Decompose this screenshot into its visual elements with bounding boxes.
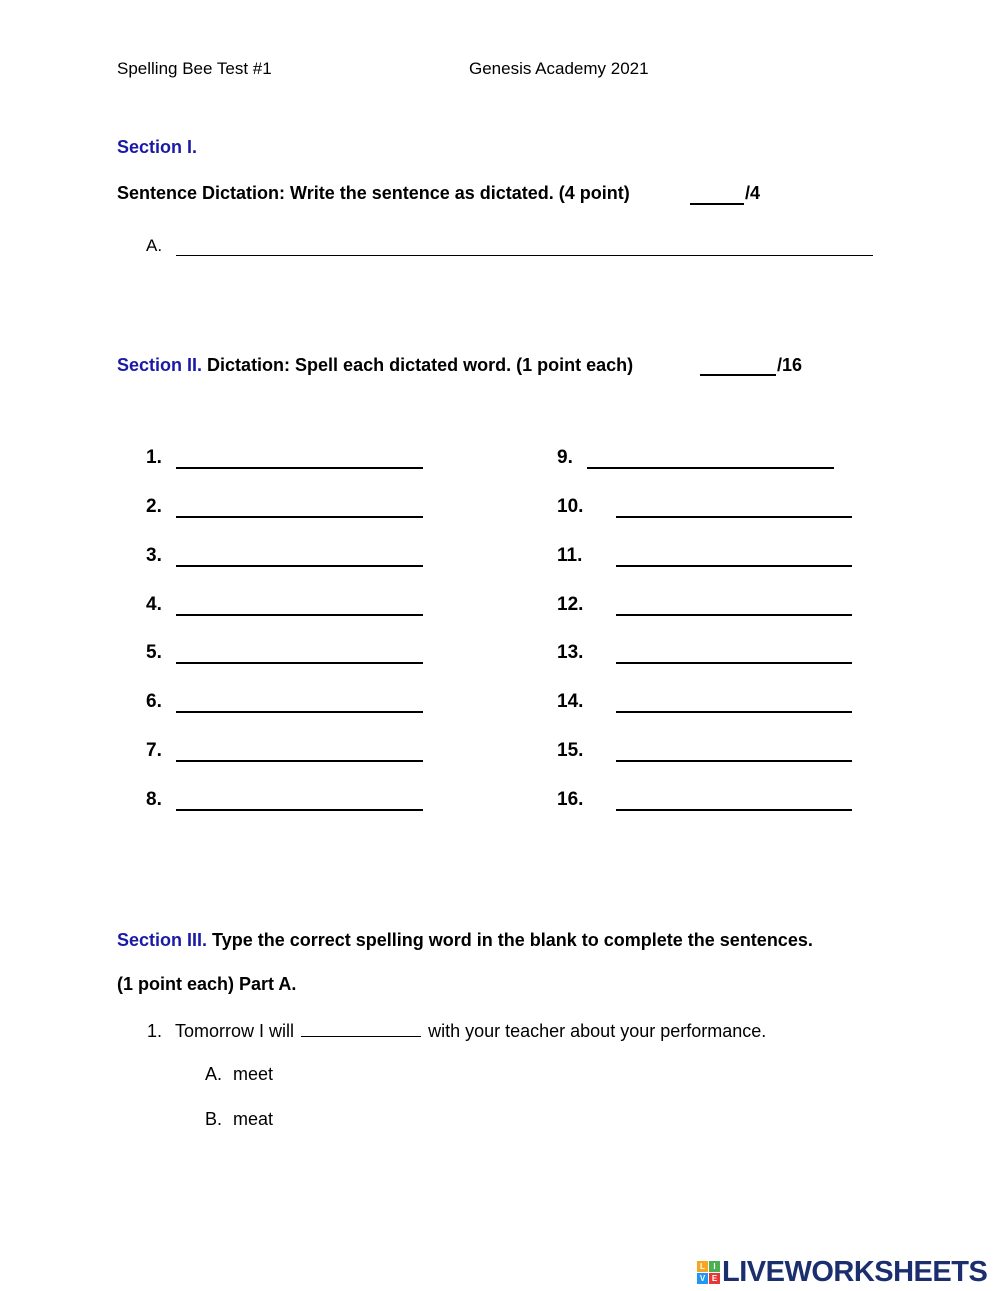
word-number-8: 8. [146,789,162,810]
section3-instruction: Type the correct spelling word in the blank to complete the sentences. [212,930,813,950]
word-answer-line-16[interactable] [616,809,852,811]
word-number-6: 6. [146,691,162,712]
word-number-10: 10. [557,496,584,517]
section3-title: Section III. [117,930,208,950]
word-answer-line-11[interactable] [616,565,852,567]
logo-text: LIVEWORKSHEETS [722,1256,988,1288]
option-a[interactable] [205,1064,273,1085]
section1-item-label: A. [146,236,163,255]
word-answer-line-7[interactable] [176,760,423,762]
word-answer-line-15[interactable] [616,760,852,762]
question-1-blank[interactable] [301,1020,421,1037]
word-answer-line-9[interactable] [587,467,834,469]
section2-score-blank[interactable] [700,374,776,376]
section2-score: /16 [777,355,803,375]
question-1 [147,1020,766,1042]
option-a-letter: A. [205,1064,223,1084]
logo-cell-e: E [709,1273,720,1284]
word-answer-line-4[interactable] [176,614,423,616]
option-b-text: meat [233,1109,274,1129]
section1-answer-line[interactable] [176,255,873,256]
header-left-title: Spelling Bee Test #1 [117,59,272,78]
word-answer-line-8[interactable] [176,809,423,811]
word-number-9: 9. [557,447,573,468]
question-1-text-before: Tomorrow I will [175,1021,295,1041]
word-number-4: 4. [146,594,162,615]
word-answer-line-6[interactable] [176,711,423,713]
word-answer-line-14[interactable] [616,711,852,713]
option-b[interactable] [205,1109,273,1130]
word-number-15: 15. [557,740,584,761]
section1-instruction: Sentence Dictation: Write the sentence as dictated. (4 point) [117,183,630,203]
logo-cell-l: L [697,1261,708,1272]
question-1-text-after: with your teacher about your performance. [428,1021,767,1041]
word-answer-line-10[interactable] [616,516,852,518]
logo-grid-icon [697,1261,720,1284]
section3-heading [117,930,813,951]
logo-cell-v: V [697,1273,708,1284]
section3-subtitle: (1 point each) Part A. [117,974,297,994]
section2-title: Section II. [117,355,203,375]
word-number-13: 13. [557,642,584,663]
word-number-7: 7. [146,740,162,761]
word-number-3: 3. [146,545,162,566]
word-number-5: 5. [146,642,162,663]
section1-score-blank[interactable] [690,203,744,205]
header-right-title: Genesis Academy 2021 [469,59,649,78]
word-answer-line-13[interactable] [616,662,852,664]
section1-score: /4 [745,183,761,203]
question-1-number: 1. [147,1021,163,1041]
word-number-1: 1. [146,447,162,468]
word-answer-line-2[interactable] [176,516,423,518]
word-number-2: 2. [146,496,162,517]
word-number-11: 11. [557,545,583,566]
word-answer-line-1[interactable] [176,467,423,469]
section2-instruction: Dictation: Spell each dictated word. (1 point each) [207,355,634,375]
word-answer-line-5[interactable] [176,662,423,664]
word-answer-line-12[interactable] [616,614,852,616]
word-answer-line-3[interactable] [176,565,423,567]
word-number-14: 14. [557,691,584,712]
section2-heading [117,355,633,376]
liveworksheets-logo [697,1256,987,1289]
option-a-text: meet [233,1064,274,1084]
word-number-16: 16. [557,789,584,810]
logo-cell-i: I [709,1261,720,1272]
section1-title: Section I. [117,137,198,157]
word-number-12: 12. [557,594,584,615]
option-b-letter: B. [205,1109,223,1129]
